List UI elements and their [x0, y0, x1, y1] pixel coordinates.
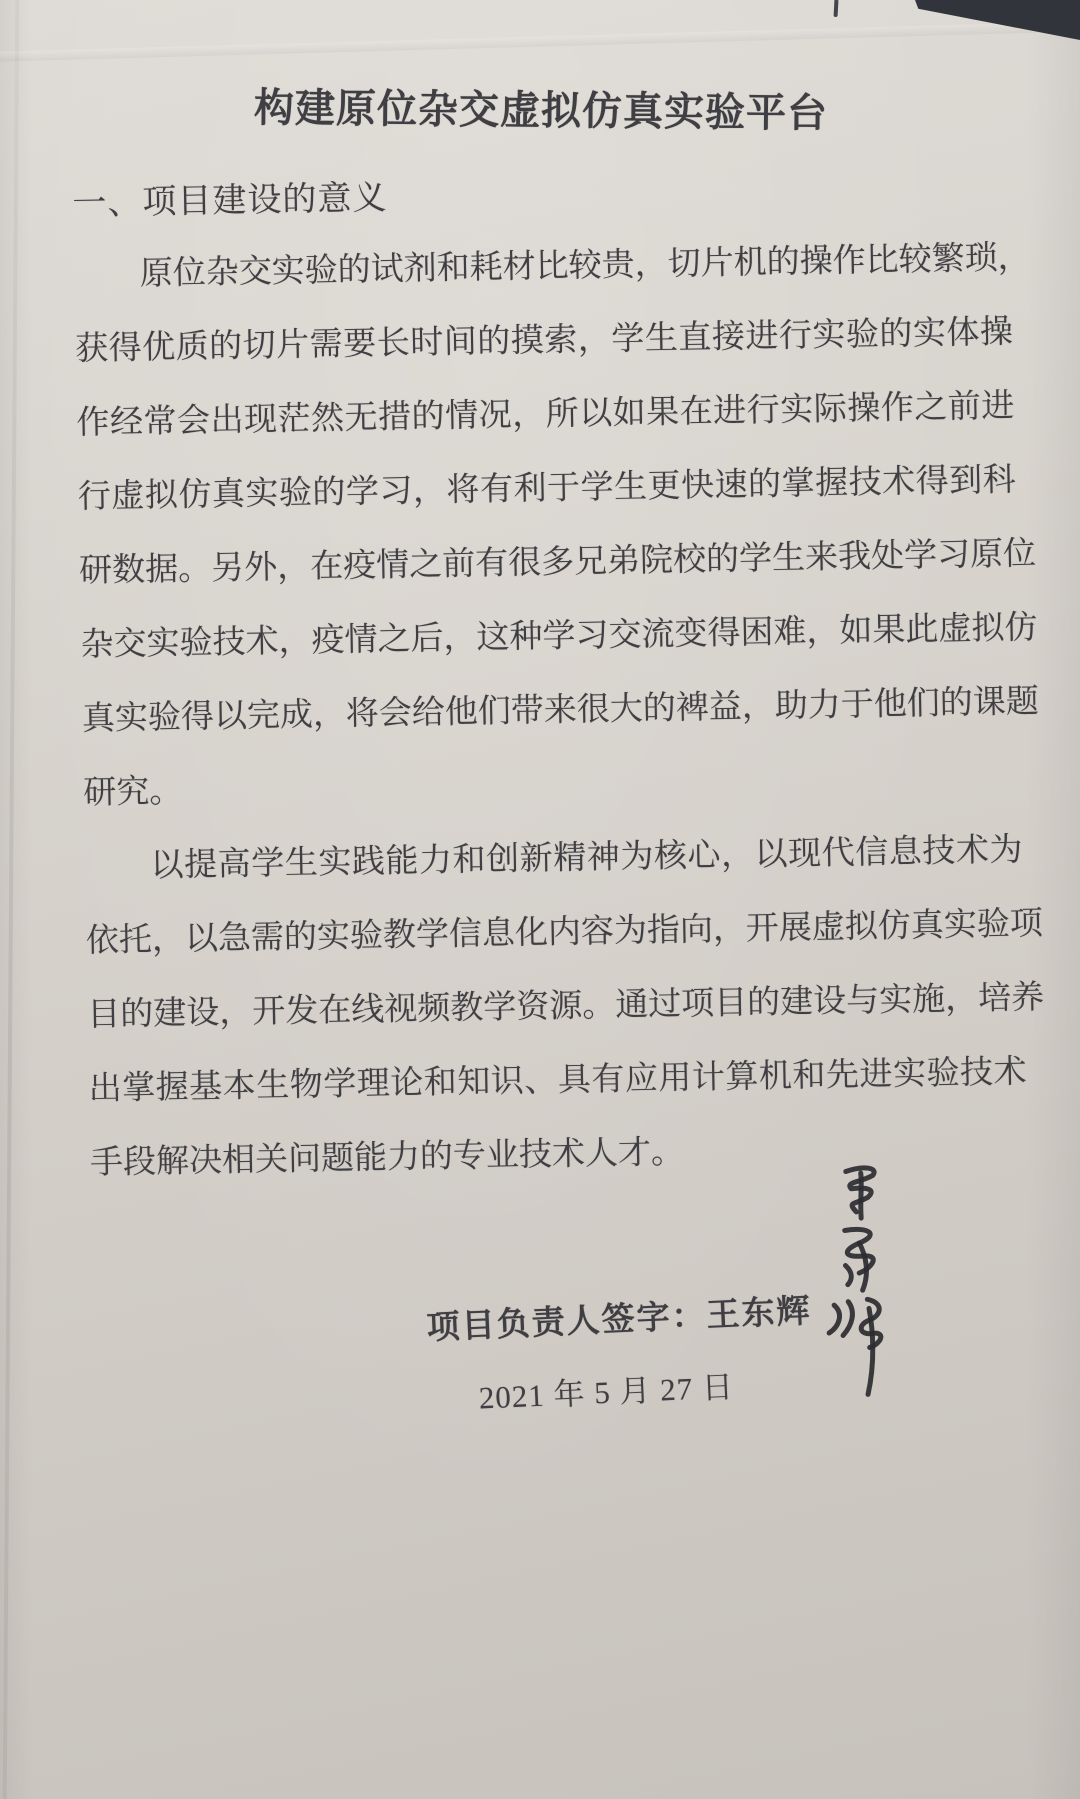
document-date: 2021 年 5 月 27 日	[478, 1369, 735, 1416]
section-heading: 一、项目建设的意义	[72, 179, 388, 223]
body-line: 原位杂交实验的试剂和耗材比较贵，切片机的操作比较繁琐，	[139, 240, 1031, 293]
body-line: 手段解决相关问题能力的专业技术人才。	[89, 1134, 685, 1182]
handwritten-signature	[808, 1156, 908, 1403]
body-line: 目的建设，开发在线视频教学资源。通过项目的建设与实施，培养	[87, 979, 1045, 1034]
signature-strokes	[827, 1167, 887, 1395]
body-line: 作经常会出现茫然无措的情况，所以如果在进行实际操作之前进	[76, 388, 1015, 442]
signer-label: 项目负责人签字：王东辉	[426, 1293, 813, 1347]
paragraphs	[73, 221, 1045, 1200]
body-line: 研究。	[82, 773, 183, 812]
body-line: 真实验得以完成，将会给他们带来很大的裨益，助力于他们的课题	[81, 683, 1040, 738]
body-line: 依托，以急需的实验教学信息化内容为指向，开展虚拟仿真实验项	[85, 905, 1044, 960]
document-title: 构建原位杂交虚拟仿真实验平台	[253, 85, 829, 136]
body-line: 研数据。另外，在疫情之前有很多兄弟院校的学生来我处学习原位	[78, 535, 1037, 590]
body-line: 行虚拟仿真实验的学习，将有利于学生更快速的掌握技术得到科	[77, 462, 1017, 516]
body-line: 出掌握基本生物学理论和知识、具有应用计算机和先进实验技术	[88, 1054, 1027, 1108]
body-line: 杂交实验技术，疫情之后，这种学习交流变得困难，如果此虚拟仿	[80, 609, 1038, 664]
body-line: 以提高学生实践能力和创新精神为核心，以现代信息技术为	[150, 832, 1023, 885]
body-line: 获得优质的切片需要长时间的摸索，学生直接进行实验的实体操	[74, 314, 1014, 368]
